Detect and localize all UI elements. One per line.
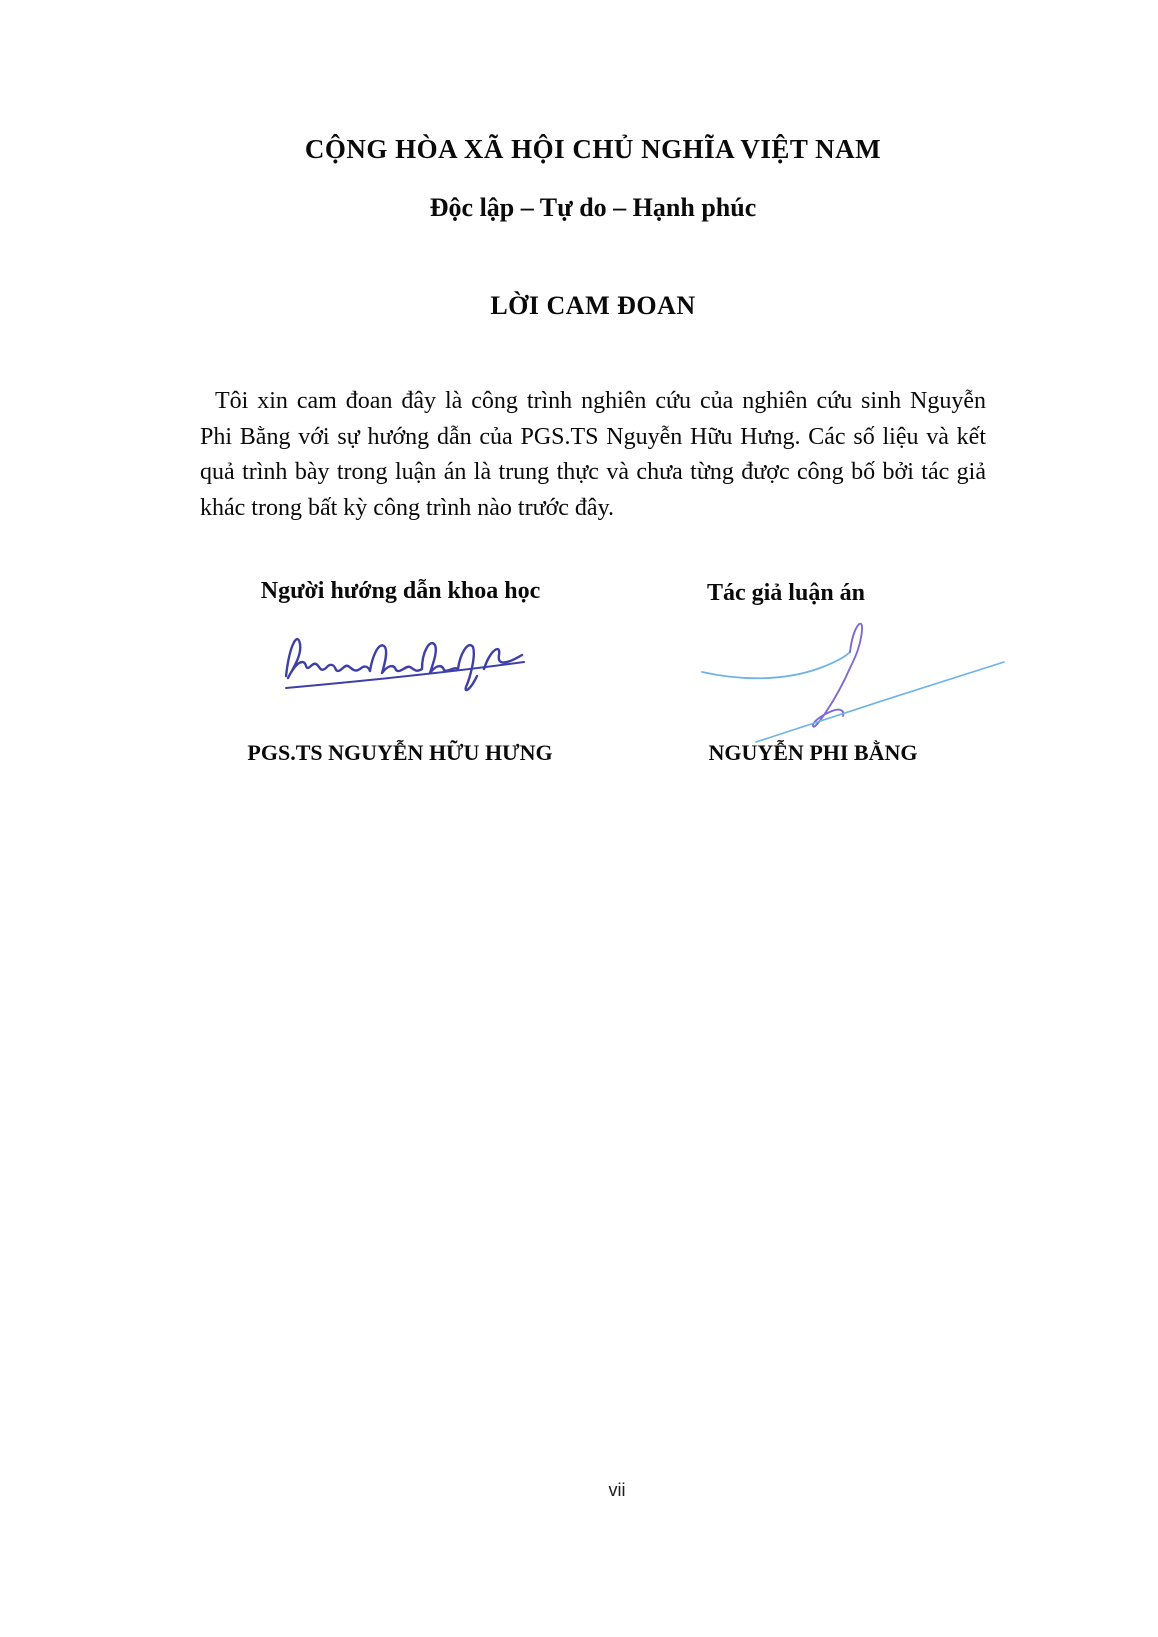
author-signature-image bbox=[698, 612, 1010, 746]
page-title: LỜI CAM ĐOAN bbox=[490, 291, 696, 320]
author-role-label: Tác giả luận án bbox=[706, 580, 866, 606]
paragraph-line: quả trình bày trong luận án là trung thực và chưa từng được công bố bởi tác giả bbox=[200, 459, 986, 485]
national-header-line2: Độc lập – Tự do – Hạnh phúc bbox=[429, 193, 757, 222]
declaration-paragraph bbox=[200, 384, 986, 526]
author-name: NGUYỄN PHI BẰNG bbox=[708, 740, 918, 765]
supervisor-role-label: Người hướng dẫn khoa học bbox=[260, 578, 541, 604]
paragraph-line: khác trong bất kỳ công trình nào trước đây. bbox=[200, 494, 615, 521]
paragraph-line: Tôi xin cam đoan đây là công trình nghiên cứu của nghiên cứu sinh Nguyễn bbox=[215, 388, 986, 414]
paragraph-line: Phi Bằng với sự hướng dẫn của PGS.TS Nguyễn Hữu Hưng. Các số liệu và kết bbox=[200, 423, 986, 450]
page-number: vii bbox=[608, 1480, 626, 1500]
supervisor-signature-image bbox=[272, 612, 542, 704]
national-header-line1: CỘNG HÒA XÃ HỘI CHỦ NGHĨA VIỆT NAM bbox=[304, 134, 882, 164]
supervisor-name: PGS.TS NGUYỄN HỮU HƯNG bbox=[247, 740, 553, 765]
